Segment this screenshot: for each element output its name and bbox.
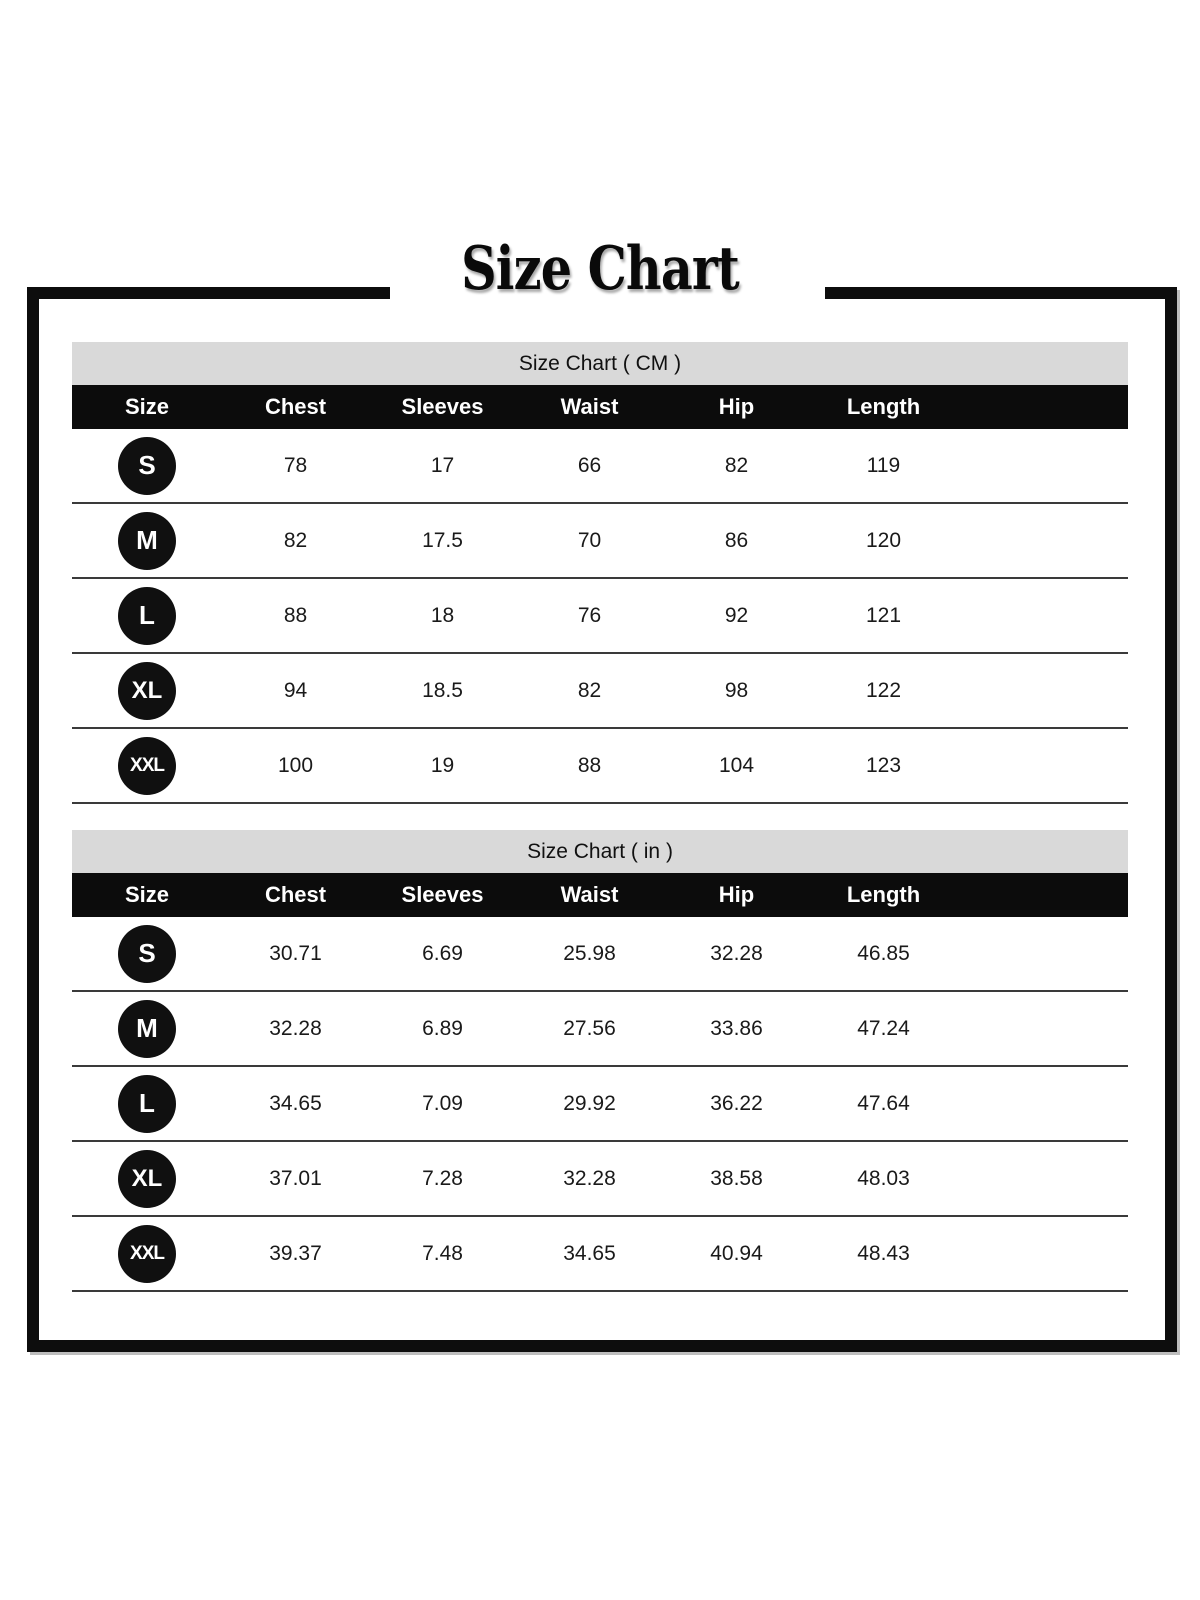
measurement-value: 121: [865, 603, 902, 627]
measurement-value: 30.71: [269, 941, 322, 965]
size-table: [72, 342, 1128, 804]
measurement-value: 70: [577, 528, 602, 552]
measurement-value: 7.28: [422, 1166, 463, 1190]
measurement-value: 34.65: [269, 1091, 322, 1115]
measurement-value: 39.37: [269, 1241, 322, 1265]
measurement-value: 7.48: [422, 1241, 463, 1265]
measurement-value: 17.5: [422, 528, 463, 552]
measurement-value: 82: [577, 678, 602, 702]
size-badge: XL: [118, 662, 176, 720]
table-row: [72, 729, 1128, 804]
measurement-value: 27.56: [563, 1016, 616, 1040]
size-badge: S: [118, 925, 176, 983]
measurement-value: 6.89: [422, 1016, 463, 1040]
measurement-value: 76: [577, 603, 602, 627]
measurement-value: 18.5: [422, 678, 463, 702]
size-badge-cell: [72, 512, 222, 570]
measurement-value: 47.64: [857, 1091, 910, 1115]
measurement-value: 17: [430, 453, 455, 477]
size-badge: L: [118, 1075, 176, 1133]
size-badge-cell: [72, 737, 222, 795]
size-badge: XXL: [118, 1225, 176, 1283]
size-table: [72, 830, 1128, 1292]
table-body: [72, 917, 1128, 1292]
measurement-value: 36.22: [710, 1091, 763, 1115]
size-badge-cell: [72, 925, 222, 983]
measurement-value: 94: [283, 678, 308, 702]
column-header-sleeves: Sleeves: [401, 882, 484, 907]
column-header-size: Size: [124, 394, 170, 419]
measurement-value: 7.09: [422, 1091, 463, 1115]
size-badge-cell: [72, 587, 222, 645]
column-header-waist: Waist: [560, 394, 619, 419]
measurement-value: 40.94: [710, 1241, 763, 1265]
column-header-chest: Chest: [264, 882, 327, 907]
column-header-waist: Waist: [560, 882, 619, 907]
measurement-value: 25.98: [563, 941, 616, 965]
size-badge-cell: [72, 1225, 222, 1283]
table-row: [72, 917, 1128, 992]
column-header-chest: Chest: [264, 394, 327, 419]
measurement-value: 66: [577, 453, 602, 477]
measurement-value: 78: [283, 453, 308, 477]
measurement-value: 32.28: [563, 1166, 616, 1190]
table-caption: Size Chart ( CM ): [72, 342, 1128, 385]
size-badge: S: [118, 437, 176, 495]
measurement-value: 86: [724, 528, 749, 552]
size-badge-cell: [72, 662, 222, 720]
measurement-value: 120: [865, 528, 902, 552]
size-badge: XL: [118, 1150, 176, 1208]
table-row: [72, 992, 1128, 1067]
measurement-value: 29.92: [563, 1091, 616, 1115]
size-badge-cell: [72, 437, 222, 495]
measurement-value: 18: [430, 603, 455, 627]
table-caption: Size Chart ( in ): [72, 830, 1128, 873]
measurement-value: 37.01: [269, 1166, 322, 1190]
measurement-value: 19: [430, 753, 455, 777]
table-row: [72, 579, 1128, 654]
size-badge: M: [118, 1000, 176, 1058]
size-badge: L: [118, 587, 176, 645]
size-badge-cell: [72, 1075, 222, 1133]
page-title: Size Chart: [461, 234, 739, 304]
measurement-value: 47.24: [857, 1016, 910, 1040]
table-header-row: [72, 385, 1128, 429]
column-header-length: Length: [846, 394, 921, 419]
column-header-length: Length: [846, 882, 921, 907]
column-header-hip: Hip: [718, 882, 755, 907]
measurement-value: 48.43: [857, 1241, 910, 1265]
table-header-row: [72, 873, 1128, 917]
column-header-hip: Hip: [718, 394, 755, 419]
measurement-value: 46.85: [857, 941, 910, 965]
measurement-value: 33.86: [710, 1016, 763, 1040]
measurement-value: 32.28: [269, 1016, 322, 1040]
measurement-value: 100: [277, 753, 314, 777]
size-tables: [72, 342, 1128, 1292]
table-row: [72, 429, 1128, 504]
column-header-sleeves: Sleeves: [401, 394, 484, 419]
measurement-value: 123: [865, 753, 902, 777]
size-badge-cell: [72, 1000, 222, 1058]
table-row: [72, 1142, 1128, 1217]
measurement-value: 98: [724, 678, 749, 702]
measurement-value: 38.58: [710, 1166, 763, 1190]
measurement-value: 82: [283, 528, 308, 552]
measurement-value: 32.28: [710, 941, 763, 965]
table-row: [72, 1067, 1128, 1142]
table-row: [72, 1217, 1128, 1292]
measurement-value: 82: [724, 453, 749, 477]
measurement-value: 88: [577, 753, 602, 777]
size-badge: XXL: [118, 737, 176, 795]
size-badge-cell: [72, 1150, 222, 1208]
size-badge: M: [118, 512, 176, 570]
measurement-value: 119: [866, 453, 901, 477]
measurement-value: 6.69: [422, 941, 463, 965]
measurement-value: 34.65: [563, 1241, 616, 1265]
table-row: [72, 654, 1128, 729]
table-row: [72, 504, 1128, 579]
measurement-value: 122: [865, 678, 902, 702]
measurement-value: 88: [283, 603, 308, 627]
measurement-value: 48.03: [857, 1166, 910, 1190]
table-body: [72, 429, 1128, 804]
column-header-size: Size: [124, 882, 170, 907]
measurement-value: 104: [718, 753, 755, 777]
measurement-value: 92: [724, 603, 749, 627]
